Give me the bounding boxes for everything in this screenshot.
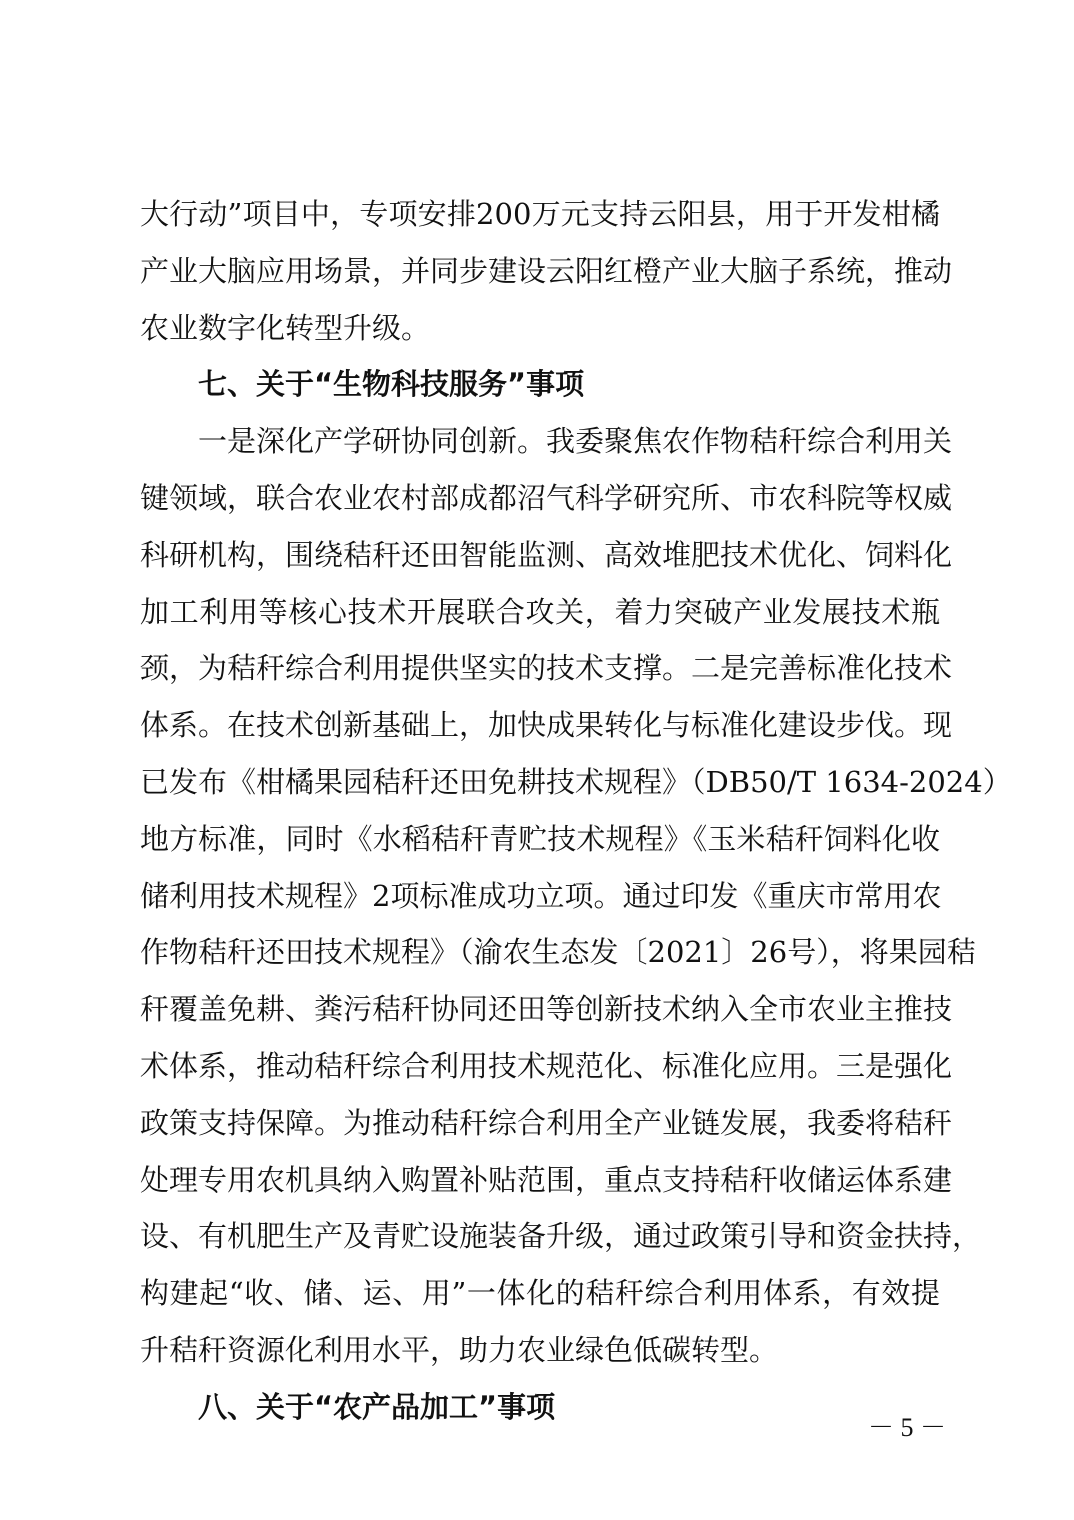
paragraph-line: 设、有机肥生产及青贮设施装备升级，通过政策引导和资金扶持， — [140, 1219, 982, 1254]
paragraph-line: 农业数字化转型升级。 — [140, 310, 431, 345]
paragraph-line: 升秸秆资源化利用水平，助力农业绿色低碳转型。 — [140, 1332, 779, 1367]
paragraph-line: 产业大脑应用场景，并同步建设云阳红橙产业大脑子系统，推动 — [140, 253, 953, 288]
paragraph-line: 政策支持保障。为推动秸秆综合利用全产业链发展，我委将秸秆 — [140, 1105, 953, 1140]
section-heading-8: 八、关于“农产品加工”事项 — [198, 1389, 556, 1424]
paragraph-line: 地方标准，同时《水稻秸秆青贮技术规程》《玉米秸秆饲料化收 — [140, 821, 940, 856]
paragraph-line: 大行动”项目中，专项安排200万元支持云阳县，用于开发柑橘 — [140, 197, 940, 231]
paragraph-line: 一是深化产学研协同创新。我委聚焦农作物秸秆综合利用关 — [198, 424, 953, 459]
paragraph-line: 储利用技术规程》2项标准成功立项。通过印发《重庆市常用农 — [140, 878, 942, 913]
paragraph-line: 已发布《柑橘果园秸秆还田免耕技术规程》（DB50/T 1634-2024） — [140, 764, 1012, 799]
body-text — [140, 186, 1012, 1424]
paragraph-line: 处理专用农机具纳入购置补贴范围，重点支持秸秆收储运体系建 — [140, 1162, 953, 1197]
paragraph-line: 体系。在技术创新基础上，加快成果转化与标准化建设步伐。现 — [140, 708, 953, 743]
paragraph-line: 术体系，推动秸秆综合利用技术规范化、标准化应用。三是强化 — [140, 1048, 953, 1083]
section-heading-7: 七、关于“生物科技服务”事项 — [198, 367, 585, 402]
page-number: － 5 － — [868, 1413, 947, 1442]
paragraph-line: 构建起“收、储、运、用”一体化的秸秆综合利用体系，有效提 — [140, 1276, 940, 1311]
paragraph-line: 科研机构，围绕秸秆还田智能监测、高效堆肥技术优化、饲料化 — [140, 537, 953, 572]
paragraph-line: 颈，为秸秆综合利用提供坚实的技术支撑。二是完善标准化技术 — [140, 651, 953, 686]
paragraph-line: 加工利用等核心技术开展联合攻关，着力突破产业发展技术瓶 — [140, 594, 940, 629]
paragraph-line: 秆覆盖免耕、粪污秸秆协同还田等创新技术纳入全市农业主推技 — [140, 992, 953, 1027]
paragraph-line: 作物秸秆还田技术规程》（渝农生态发〔2021〕26号），将果园秸 — [140, 935, 976, 970]
paragraph-line: 键领域，联合农业农村部成都沼气科学研究所、市农科院等权威 — [140, 480, 953, 515]
